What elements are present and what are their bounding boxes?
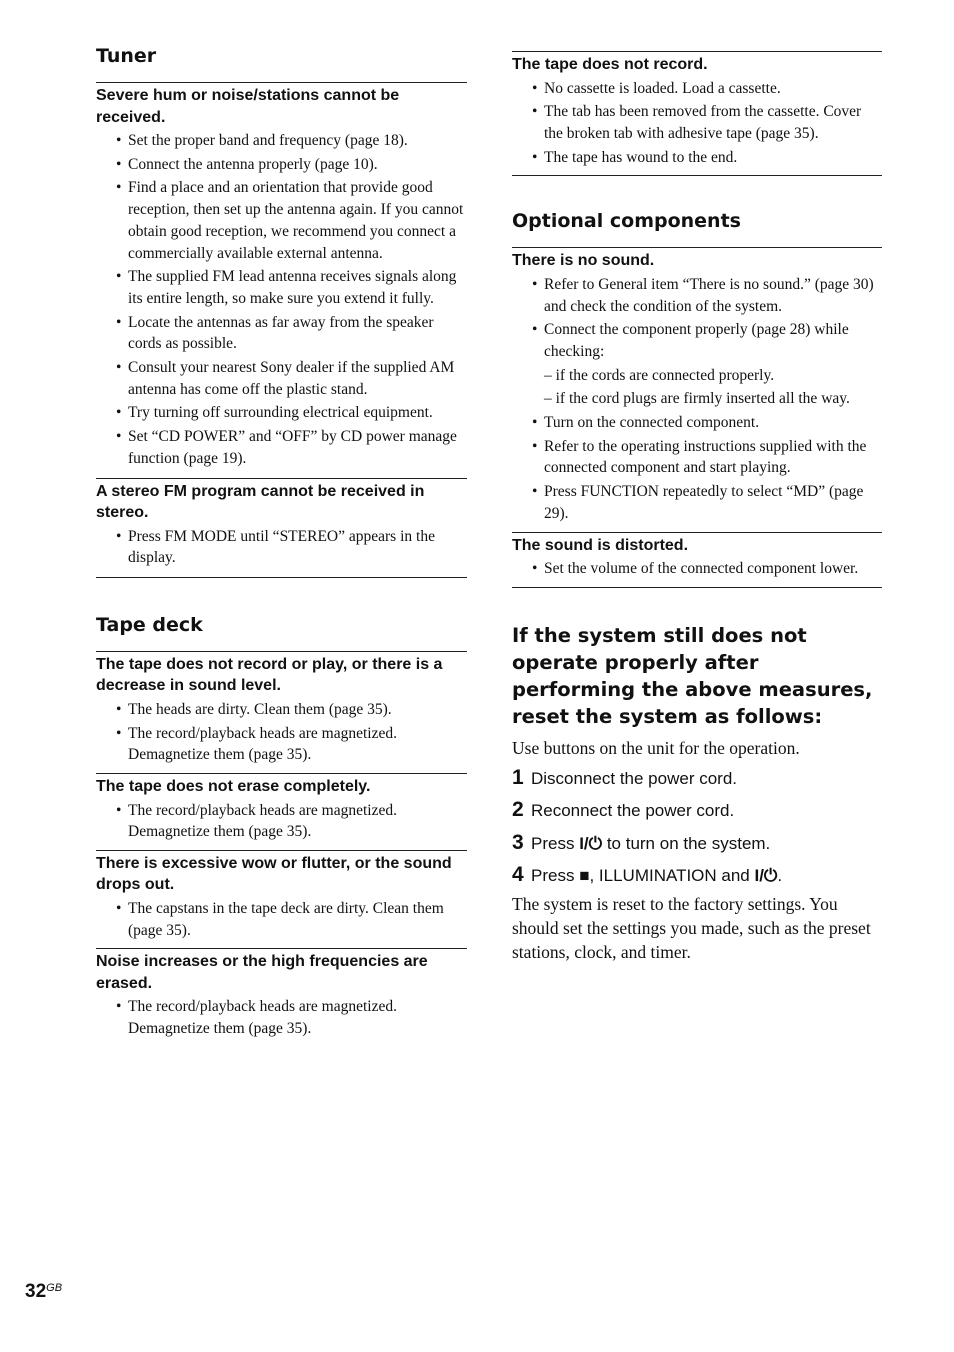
tape-problem-4	[96, 948, 467, 1039]
solution-list	[512, 274, 882, 525]
step-number: 1	[512, 765, 524, 789]
step-number: 4	[512, 863, 524, 887]
reset-intro: Use buttons on the unit for the operation.	[512, 737, 800, 758]
step-text	[531, 828, 770, 860]
sub-item: – if the cords are connected properly.	[544, 366, 775, 384]
solution-list	[96, 898, 467, 941]
list-item: • Connect the component properly (page 28) while checking:	[512, 319, 882, 362]
solution-list	[96, 699, 467, 766]
problem-title: The tape does not record or play, or there is a decrease in sound level.	[96, 655, 443, 695]
page-number	[25, 1281, 62, 1303]
list-item: • The record/playback heads are magnetized. Demagnetize them (page 35).	[96, 996, 467, 1039]
list-item: • Find a place and an orientation that provide good reception, then set up the antenna again. If you cannot obtain good reception, we recommend you connect a commercially available external antenna.	[96, 177, 467, 264]
stop-icon: ■	[579, 866, 590, 886]
list-item: • Set the proper band and frequency (page 18).	[96, 130, 467, 152]
list-item: • Press FM MODE until “STEREO” appears in the display.	[96, 526, 467, 569]
solution-list	[512, 558, 882, 580]
list-item: • Connect the antenna properly (page 10).	[96, 154, 467, 176]
reset-step-2	[512, 794, 882, 827]
list-item: • Set the volume of the connected component lower.	[512, 558, 882, 580]
right-column	[512, 0, 882, 964]
problem-title: The sound is distorted.	[512, 536, 689, 554]
tuner-problem-2	[96, 478, 467, 569]
power-icon: I/⏻	[754, 866, 778, 886]
reset-outro: The system is reset to the factory settings. You should set the settings you made, such as the preset stations, clock, and timer.	[512, 893, 871, 962]
list-item: • Turn on the connected component.	[512, 412, 882, 434]
list-item: • The record/playback heads are magnetized. Demagnetize them (page 35).	[96, 723, 467, 766]
reset-step-3	[512, 827, 882, 860]
list-item: • The heads are dirty. Clean them (page 35).	[96, 699, 467, 721]
solution-list	[96, 800, 467, 843]
step-number: 3	[512, 830, 524, 854]
step-text-pre: Press	[531, 833, 580, 853]
problem-title: There is excessive wow or flutter, or the sound drops out.	[96, 854, 452, 894]
solution-list	[96, 526, 467, 569]
step-text-mid: , ILLUMINATION and	[589, 866, 755, 886]
step-text	[531, 860, 782, 892]
tape-problem-1	[96, 651, 467, 766]
reset-step-4	[512, 859, 882, 892]
page-number-value: 32	[25, 1281, 47, 1302]
reset-step-1	[512, 762, 882, 795]
list-item: • Refer to the operating instructions supplied with the connected component and start playing.	[512, 436, 882, 479]
list-item: • Consult your nearest Sony dealer if the supplied AM antenna has come off the plastic stand.	[96, 357, 467, 400]
left-column	[96, 0, 467, 1042]
step-text: Disconnect the power cord.	[531, 768, 737, 788]
problem-title: There is no sound.	[512, 252, 655, 270]
list-item: • The supplied FM lead antenna receives signals along its entire length, so make sure you extend it fully.	[96, 266, 467, 309]
problem-title: Severe hum or noise/stations cannot be received.	[96, 87, 400, 126]
optional-problem-1	[512, 247, 882, 524]
tuner-heading: Tuner	[96, 45, 157, 67]
list-item: • The capstans in the tape deck are dirty. Clean them (page 35).	[96, 898, 467, 941]
problem-title: A stereo FM program cannot be received in stereo.	[96, 482, 425, 522]
list-item: • The tape has wound to the end.	[512, 147, 882, 169]
tape-deck-heading: Tape deck	[96, 613, 203, 636]
step-text-post: .	[777, 866, 783, 886]
reset-heading: If the system still does not operate properly after performing the above measures, reset the system as follows:	[512, 623, 873, 728]
page-suffix: GB	[46, 1282, 63, 1294]
list-item: • Try turning off surrounding electrical equipment.	[96, 402, 467, 424]
list-item: • Press FUNCTION repeatedly to select “MD” (page 29).	[512, 481, 882, 524]
optional-problem-2	[512, 532, 882, 580]
problem-title: The tape does not erase completely.	[96, 778, 371, 796]
tuner-problem-1	[96, 82, 467, 470]
problem-title: The tape does not record.	[512, 56, 708, 73]
list-item: • Set “CD POWER” and “OFF” by CD power manage function (page 19).	[96, 426, 467, 469]
tape-record-problem	[512, 51, 882, 168]
list-item: • Locate the antennas as far away from the speaker cords as possible.	[96, 312, 467, 355]
solution-list	[512, 78, 882, 169]
list-item: • Refer to General item “There is no sound.” (page 30) and check the condition of the system.	[512, 274, 882, 317]
solution-list	[96, 130, 467, 470]
step-text-post: to turn on the system.	[602, 833, 771, 853]
optional-components-heading: Optional components	[512, 210, 741, 233]
step-number: 2	[512, 798, 524, 822]
list-item: • No cassette is loaded. Load a cassette.	[512, 78, 882, 100]
tape-problem-3	[96, 850, 467, 941]
power-icon: I/⏻	[579, 833, 603, 853]
step-text-pre: Press	[531, 866, 580, 886]
list-item: • The tab has been removed from the cassette. Cover the broken tab with adhesive tape (page 35).	[512, 101, 882, 144]
problem-title: Noise increases or the high frequencies are erased.	[96, 953, 428, 992]
solution-list	[96, 996, 467, 1039]
list-item: • The record/playback heads are magnetized. Demagnetize them (page 35).	[96, 800, 467, 843]
tape-problem-2	[96, 773, 467, 843]
sub-item: – if the cord plugs are firmly inserted all the way.	[544, 390, 850, 408]
step-text: Reconnect the power cord.	[531, 801, 735, 821]
